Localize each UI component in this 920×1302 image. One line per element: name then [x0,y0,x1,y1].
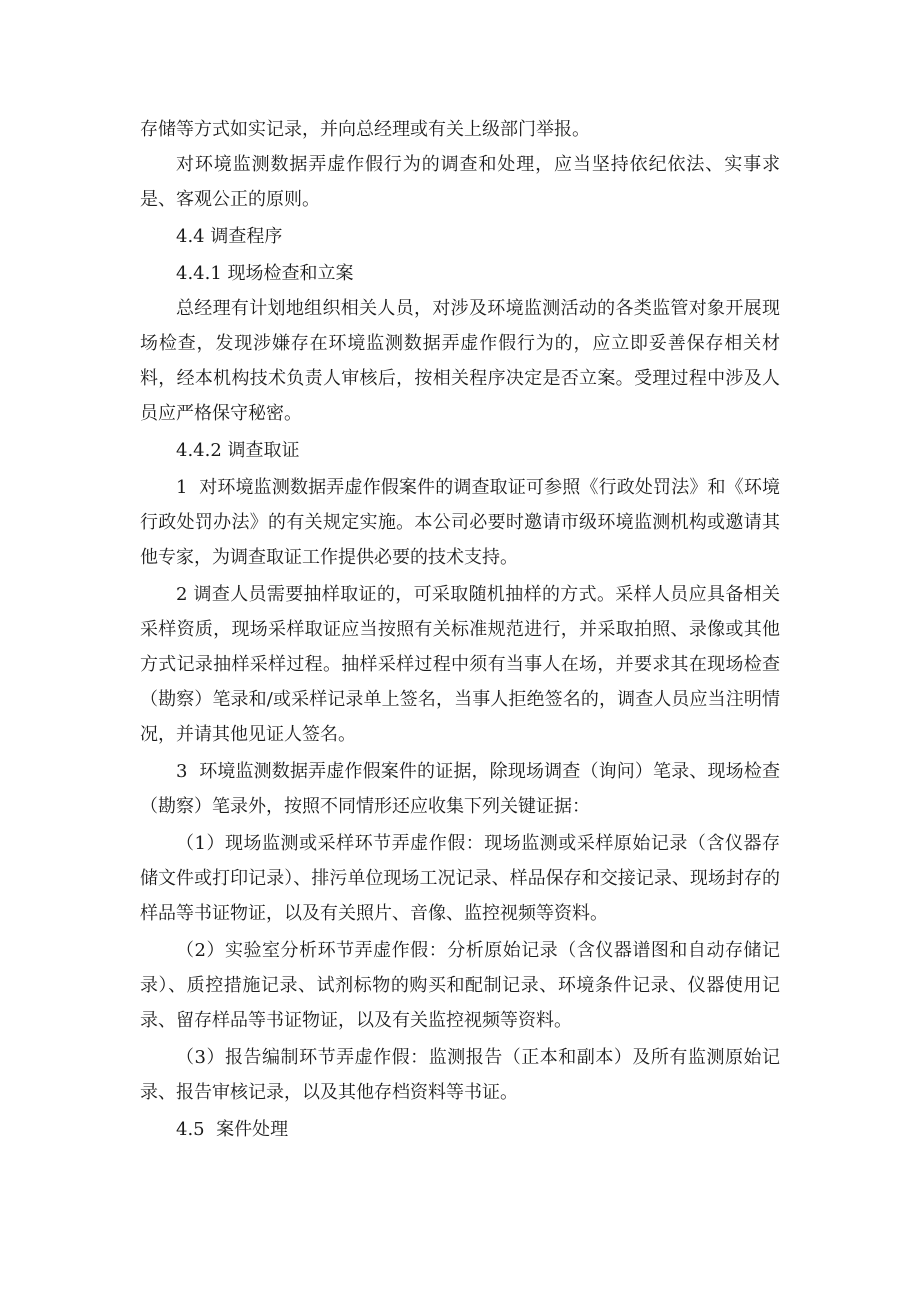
section-heading-4-4: 4.4 调查程序 [176,226,283,247]
document-page [140,112,780,1147]
paragraph-evidence-3-2: （2）实验室分析环节弄虚作假：分析原始记录（含仪器谱图和自动存储记录）、质控措施记录、试剂标物的购买和配制记录、环境条件记录、仪器使用记录、留存样品等书证物证，以及有关监控视频等资料。 [140,940,780,1031]
paragraph-continuation: 存储等方式如实记录，并向总经理或有关上级部门举报。 [140,119,590,140]
paragraph-evidence-3-3: （3）报告编制环节弄虚作假：监测报告（正本和副本）及所有监测原始记录、报告审核记录，以及其他存档资料等书证。 [140,1047,780,1103]
paragraph-principles: 对环境监测数据弄虚作假行为的调查和处理，应当坚持依纪依法、实事求是、客观公正的原则。 [140,154,780,210]
section-heading-4-5: 4.5 案件处理 [176,1119,289,1140]
paragraph-evidence-1: 1 对环境监测数据弄虚作假案件的调查取证可参照《行政处罚法》和《环境行政处罚办法》的有关规定实施。本公司必要时邀请市级环境监测机构或邀请其他专家，为调查取证工作提供必要的技术支持。 [140,477,780,568]
section-heading-4-4-2: 4.4.2 调查取证 [176,440,300,461]
paragraph-evidence-3: 3 环境监测数据弄虚作假案件的证据，除现场调查（询问）笔录、现场检查（勘察）笔录外，按照不同情形还应收集下列关键证据： [140,761,780,817]
section-heading-4-4-1: 4.4.1 现场检查和立案 [176,263,354,284]
paragraph-site-inspection: 总经理有计划地组织相关人员，对涉及环境监测活动的各类监管对象开展现场检查，发现涉嫌存在环境监测数据弄虚作假行为的，应立即妥善保存相关材料，经本机构技术负责人审核后，按相关程序决定是否立案。受理过程中涉及人员应严格保守秘密。 [140,298,780,424]
paragraph-evidence-3-1: （1）现场监测或采样环节弄虚作假：现场监测或采样原始记录（含仪器存储文件或打印记录）、排污单位现场工况记录、样品保存和交接记录、现场封存的样品等书证物证，以及有关照片、音像、监控视频等资料。 [140,833,780,924]
paragraph-evidence-2: 2 调查人员需要抽样取证的，可采取随机抽样的方式。采样人员应具备相关采样资质，现场采样取证应当按照有关标准规范进行，并采取拍照、录像或其他方式记录抽样采样过程。抽样采样过程中须有当事人在场，并要求其在现场检查（勘察）笔录和/或采样记录单上签名，当事人拒绝签名的，调查人员应当注明情况，并请其他见证人签名。 [140,584,780,745]
